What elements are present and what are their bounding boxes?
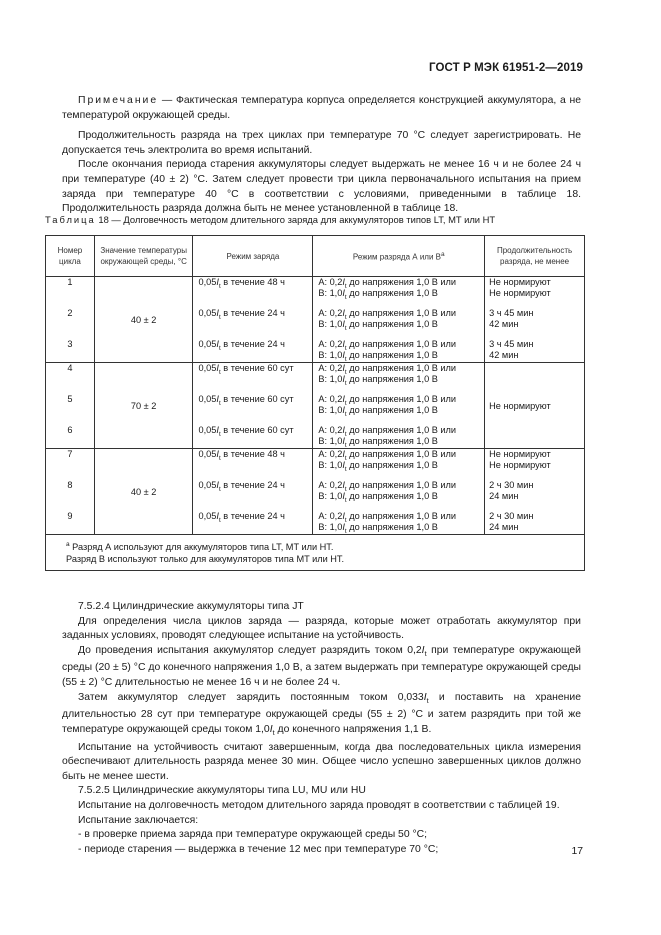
document-header: ГОСТ Р МЭК 61951-2—2019 xyxy=(429,62,583,74)
section-jt-p1: Для определения числа циклов заряда — разряда, которые может отработать аккумулятор при заданных условиях, проводят следующее испытание на устойчивость. xyxy=(62,615,581,642)
section-jt-p4: Испытание на устойчивость считают завершенным, когда два последовательных цикла измерения обеспечивают длительность разряда менее 30 мин. Общее число успешно завершенных циклов должно быть не менее шести. xyxy=(62,741,581,782)
dis-2b: В: $1,0I_t$ до напряжения 1,0 В xyxy=(318,319,438,332)
dis-9a: А: $0,2I_t$ до напряжения 1,0 В или xyxy=(318,511,457,524)
dur-7a: Не нормируют xyxy=(489,449,551,459)
table-group-3 xyxy=(46,449,585,535)
duration-cell xyxy=(485,449,585,535)
dis-6a: А: $0,2I_t$ до напряжения 1,0 В или xyxy=(318,425,457,438)
section-lu-p1: Испытание на долговечность методом длительного заряда проводят в соответствии с таблицей 19. xyxy=(78,799,560,811)
section-jt xyxy=(62,600,581,857)
charge-9: $0,05I_t$ в течение 24 ч xyxy=(198,511,285,524)
section-lu-heading: 7.5.2.5 Цилиндрические аккумуляторы типа LU, MU или HU xyxy=(78,785,366,797)
cycle-cell xyxy=(46,449,95,535)
header-discharge-text: Режим разряда А или В xyxy=(352,252,441,262)
dis-6b: В: $1,0I_t$ до напряжения 1,0 В xyxy=(318,436,438,449)
footnote-2: Разряд В используют только для аккумуляторов типа MT или HT. xyxy=(66,554,345,565)
cycle-cell xyxy=(46,363,95,449)
note-label: Примечание xyxy=(78,95,159,106)
footnote-1 xyxy=(66,539,576,553)
charge-4: $0,05I_t$ в течение 60 сут xyxy=(198,363,294,376)
header-discharge xyxy=(313,236,485,277)
footnote-mark: а xyxy=(66,541,70,548)
cycle-cell xyxy=(46,277,95,363)
bullet-1: - в проверке приема заряда при температуре окружающей среды 50 °С; xyxy=(78,829,428,841)
dur-3b: 42 мин xyxy=(489,350,519,360)
duration-cell xyxy=(485,277,585,363)
discharge-cell xyxy=(313,277,485,363)
cycle-6: 6 xyxy=(67,425,73,435)
cycle-3: 3 xyxy=(67,339,73,349)
charge-5: $0,05I_t$ в течение 60 сут xyxy=(198,394,294,407)
table-caption-label: Таблица xyxy=(45,214,96,225)
dis-2a: А: $0,2I_t$ до напряжения 1,0 В или xyxy=(318,308,457,321)
cycle-4: 4 xyxy=(67,363,73,373)
charge-cell xyxy=(193,449,313,535)
table-caption xyxy=(45,214,495,225)
dis-8b: В: $1,0I_t$ до напряжения 1,0 В xyxy=(318,491,438,504)
charge-cell xyxy=(193,277,313,363)
footnote-1-text: Разряд А используют для аккумуляторов типа LT, MT или HT. xyxy=(69,542,334,553)
paragraph-2: После окончания периода старения аккумуляторы следует выдержать не менее 16 ч и не более 24 ч при температуре (40 ± 2) °С. Затем следует провести три цикла первоначального испытания на прием заряда при температуре 40 °С в соответствии с условиями, приведенными в таблице 18. Продолжительность разряда должна быть не менее установленной в таблице 18. xyxy=(62,159,581,215)
cycle-7: 7 xyxy=(67,449,73,459)
section-jt-p3: Затем аккумулятор следует зарядить постоянным током $0,033I_t$ и поставить на хранение длительностью 28 сут при температуре окружающей среды (55 ± 2) °С и затем разрядить при той же температуре окружающей среды током $1,0I_t$ до конечного напряжения 1,1 В. xyxy=(62,691,581,737)
dis-3a: А: $0,2I_t$ до напряжения 1,0 В или xyxy=(318,339,457,352)
table-group-1 xyxy=(46,277,585,363)
charge-2: $0,05I_t$ в течение 24 ч xyxy=(198,308,285,321)
header-cycle: Номер цикла xyxy=(46,236,95,277)
dur-2a: 3 ч 45 мин xyxy=(489,308,534,318)
section-lu-p2: Испытание заключается: xyxy=(78,814,199,826)
section-jt-p2: До проведения испытания аккумулятор следует разрядить током $0,2I_t$ при температуре окружающей среды (20 ± 5) °С до конечного напряжения 1,0 В, а затем выдержать при температуре окружающей среды (55 ± 2) °С длительностью не менее 16 ч и не более 24 ч. xyxy=(62,644,581,689)
discharge-cell xyxy=(313,449,485,535)
charge-7: $0,05I_t$ в течение 48 ч xyxy=(198,449,285,462)
charge-3: $0,05I_t$ в течение 24 ч xyxy=(198,339,285,352)
dis-1b: В: $1,0I_t$ до напряжения 1,0 В xyxy=(318,288,438,301)
intro-text xyxy=(62,94,581,217)
header-temp: Значение температуры окружающей среды, °С xyxy=(94,236,193,277)
temp-cell-2: 70 ± 2 xyxy=(94,363,193,449)
charge-6: $0,05I_t$ в течение 60 сут xyxy=(198,425,294,438)
dis-5b: В: $1,0I_t$ до напряжения 1,0 В xyxy=(318,405,438,418)
cycle-1: 1 xyxy=(67,277,73,287)
page-number: 17 xyxy=(571,846,583,857)
dur-3a: 3 ч 45 мин xyxy=(489,339,534,349)
dur-8a: 2 ч 30 мин xyxy=(489,480,534,490)
charge-8: $0,05I_t$ в течение 24 ч xyxy=(198,480,285,493)
cycle-8: 8 xyxy=(67,480,73,490)
paragraph-1: Продолжительность разряда на трех циклах при температуре 70 °С следует зарегистрировать. Не допускается течь электролита во время испытаний. xyxy=(62,130,581,156)
dis-7b: В: $1,0I_t$ до напряжения 1,0 В xyxy=(318,460,438,473)
temp-cell-3: 40 ± 2 xyxy=(94,449,193,535)
dis-1a: А: $0,2I_t$ до напряжения 1,0 В или xyxy=(318,277,457,290)
cycle-5: 5 xyxy=(67,394,73,404)
header-charge: Режим заряда xyxy=(193,236,313,277)
charge-cell xyxy=(193,363,313,449)
header-duration: Продолжительность разряда, не менее xyxy=(485,236,585,277)
duration-cell-2: Не нормируют xyxy=(485,363,585,449)
cycle-9: 9 xyxy=(67,511,73,521)
dur-7b: Не нормируют xyxy=(489,460,551,470)
temp-cell-1: 40 ± 2 xyxy=(94,277,193,363)
table-caption-text: 18 — Долговечность методом длительного заряда для аккумуляторов типов LT, MT или HT xyxy=(95,214,496,225)
header-discharge-sup: а xyxy=(440,251,445,259)
dur-9a: 2 ч 30 мин xyxy=(489,511,534,521)
dis-7a: А: $0,2I_t$ до напряжения 1,0 В или xyxy=(318,449,457,462)
note xyxy=(62,94,581,123)
dis-9b: В: $1,0I_t$ до напряжения 1,0 В xyxy=(318,522,438,535)
dis-4a: А: $0,2I_t$ до напряжения 1,0 В или xyxy=(318,363,457,376)
dur-9b: 24 мин xyxy=(489,522,519,532)
section-jt-heading: 7.5.2.4 Цилиндрические аккумуляторы типа JT xyxy=(78,601,304,612)
table-footnote xyxy=(46,535,585,571)
dis-4b: В: $1,0I_t$ до напряжения 1,0 В xyxy=(318,374,438,387)
durability-table xyxy=(45,235,585,571)
table-footnote-row xyxy=(46,535,585,571)
dis-8a: А: $0,2I_t$ до напряжения 1,0 В или xyxy=(318,480,457,493)
dur-1b: Не нормируют xyxy=(489,288,551,298)
dur-8b: 24 мин xyxy=(489,491,519,501)
dis-5a: А: $0,2I_t$ до напряжения 1,0 В или xyxy=(318,394,457,407)
table-header-row xyxy=(46,236,585,277)
discharge-cell xyxy=(313,363,485,449)
bullet-2: - периоде старения — выдержка в течение 12 мес при температуре 70 °С; xyxy=(78,843,439,855)
dis-3b: В: $1,0I_t$ до напряжения 1,0 В xyxy=(318,350,438,363)
charge-1: $0,05I_t$ в течение 48 ч xyxy=(198,277,285,290)
cycle-2: 2 xyxy=(67,308,73,318)
note-text: — Фактическая температура корпуса определяется конструкцией аккумулятора, а не температурой окружающей среды. xyxy=(62,95,581,121)
table-group-2 xyxy=(46,363,585,449)
dur-2b: 42 мин xyxy=(489,319,519,329)
dur-1a: Не нормируют xyxy=(489,277,551,287)
